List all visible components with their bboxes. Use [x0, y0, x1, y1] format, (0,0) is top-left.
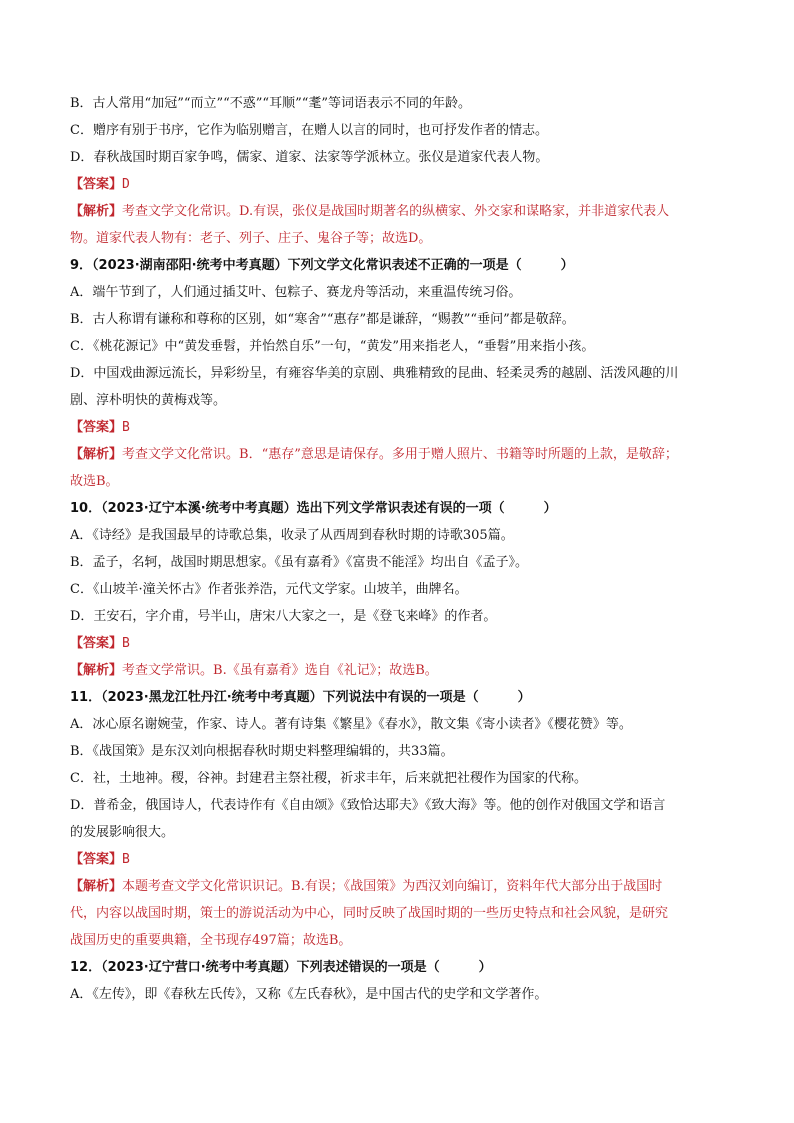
answer-label: 【答案】	[70, 636, 123, 651]
explanation-line	[70, 873, 726, 900]
question-stem: 12．（2023·辽宁营口·统考中考真题）下列表述错误的一项是（ ）	[70, 960, 492, 975]
answer-label: 【答案】	[70, 852, 123, 867]
answer-value: D	[122, 177, 130, 192]
option-text: C．赠序有别于书序，它作为临别赠言，在赠人以言的同时，也可抒发作者的情志。	[70, 123, 548, 138]
explanation-text: 考查文学常识。B.《虽有嘉肴》选自《礼记》；故选B。	[122, 663, 438, 678]
option-text: A．端午节到了，人们通过插艾叶、包粽子、赛龙舟等活动，来重温传统习俗。	[70, 285, 522, 300]
answer-line	[70, 414, 726, 441]
option-text: 剧、淳朴明快的黄梅戏等。	[70, 393, 227, 408]
option-text: C．《山坡羊·潼关怀古》作者张养浩，元代文学家。山坡羊，曲牌名。	[70, 582, 468, 597]
option-text: C．社，土地神。稷，谷神。封建君主祭社稷，祈求丰年，后来就把社稷作为国家的代称。	[70, 771, 587, 786]
explanation-label: 【解析】	[70, 204, 123, 219]
explanation-continuation: 战国历史的重要典籍，全书现存497篇；故选B。	[70, 933, 352, 948]
answer-line	[70, 846, 726, 873]
explanation-continuation: 物。道家代表人物有：老子、列子、庄子、鬼谷子等；故选D。	[70, 231, 432, 246]
question-stem: 10．（2023·辽宁本溪·统考中考真题）选出下列文学常识表述有误的一项（ ）	[70, 501, 557, 516]
option-text: D．普希金，俄国诗人，代表诗作有《自由颂》《致恰达耶夫》《致大海》等。他的创作对俄国文学和语言	[70, 798, 666, 813]
question-stem: 11．（2023·黑龙江牡丹江·统考中考真题）下列说法中有误的一项是（ ）	[70, 690, 531, 705]
option-text: A．《左传》，即《春秋左氏传》，又称《左氏春秋》，是中国古代的史学和文学著作。	[70, 987, 548, 1002]
explanation-line	[70, 657, 726, 684]
option-text: D．中国戏曲源远流长，异彩纷呈，有雍容华美的京剧、典雅精致的昆曲、轻柔灵秀的越剧、活泼风趣的川	[70, 366, 679, 381]
option-text: B．古人称谓有谦称和尊称的区别，如“寒舍”“惠存”都是谦辞，“赐教”“垂问”都是敬辞。	[70, 312, 575, 327]
option-text: A．冰心原名谢婉莹，作家、诗人。著有诗集《繁星》《春水》，散文集《寄小读者》《樱花赞》等。	[70, 717, 632, 732]
option-text: C．《桃花源记》中“黄发垂髫，并怡然自乐”一句，“黄发”用来指老人，“垂髫”用来指小孩。	[70, 339, 595, 354]
answer-value: B	[122, 852, 130, 867]
explanation-label: 【解析】	[70, 663, 123, 678]
explanation-continuation: 代，内容以战国时期，策士的游说活动为中心，同时反映了战国时期的一些历史特点和社会风貌，是研究	[70, 906, 669, 921]
explanation-continuation: 故选B。	[70, 474, 119, 489]
explanation-text: 本题考查文学文化常识识记。B.有误；《战国策》为西汉刘向编订，资料年代大部分出于战国时	[122, 879, 663, 894]
answer-value: B	[122, 420, 130, 435]
answer-label: 【答案】	[70, 177, 123, 192]
document-page	[70, 90, 726, 1008]
option-text: 的发展影响很大。	[70, 825, 175, 840]
option-text: D．春秋战国时期百家争鸣，儒家、道家、法家等学派林立。张仪是道家代表人物。	[70, 150, 549, 165]
option-text: B．古人常用“加冠”“而立”“不惑”“耳顺”“耄”等词语表示不同的年龄。	[70, 96, 472, 111]
answer-value: B	[122, 636, 130, 651]
question-stem: 9．（2023·湖南邵阳·统考中考真题）下列文学文化常识表述不正确的一项是（ ）	[70, 258, 574, 273]
explanation-line	[70, 441, 726, 468]
answer-line	[70, 171, 726, 198]
explanation-line	[70, 198, 726, 225]
option-text: D．王安石，字介甫，号半山，唐宋八大家之一，是《登飞来峰》的作者。	[70, 609, 497, 624]
answer-line	[70, 630, 726, 657]
option-text: A．《诗经》是我国最早的诗歌总集，收录了从西周到春秋时期的诗歌305篇。	[70, 528, 514, 543]
answer-label: 【答案】	[70, 420, 123, 435]
explanation-label: 【解析】	[70, 447, 123, 462]
option-text: B．孟子，名轲，战国时期思想家。《虽有嘉肴》《富贵不能淫》均出自《孟子》。	[70, 555, 529, 570]
explanation-label: 【解析】	[70, 879, 123, 894]
option-text: B．《战国策》是东汉刘向根据春秋时期史料整理编辑的，共33篇。	[70, 744, 454, 759]
explanation-text: 考查文学文化常识。D.有误，张仪是战国时期著名的纵横家、外交家和谋略家，并非道家代表人	[122, 204, 670, 219]
explanation-text: 考查文学文化常识。B．“惠存”意思是请保存。多用于赠人照片、书籍等时所题的上款，是敬辞；	[122, 447, 678, 462]
